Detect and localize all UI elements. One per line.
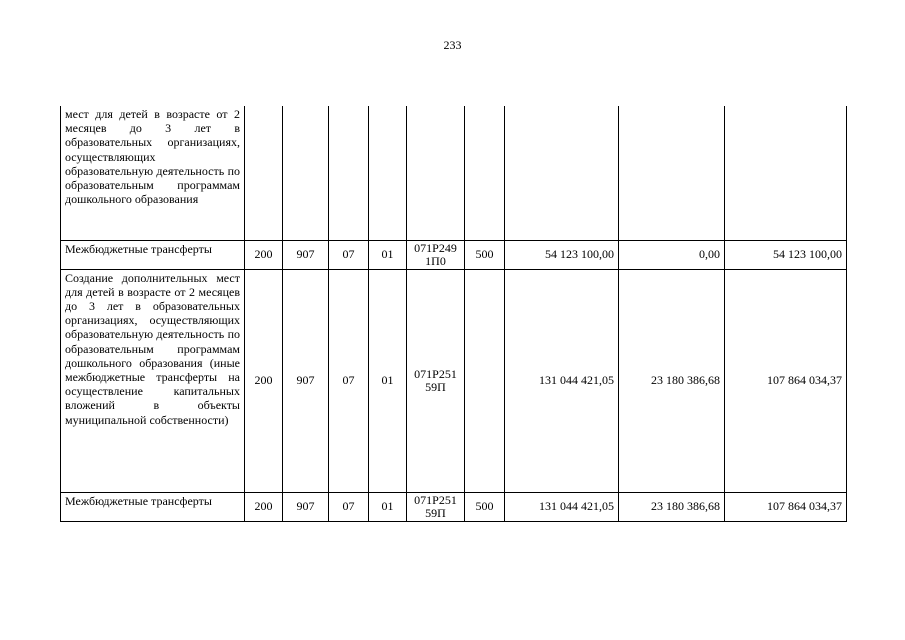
cell-section: 07 [329, 240, 369, 269]
cell-amount-federal: 23 180 386,68 [619, 269, 725, 492]
cell-amount-regional: 107 864 034,37 [725, 269, 847, 492]
cell-target-article: 071P251 59П [407, 269, 465, 492]
table-row [61, 269, 847, 492]
cell-code [283, 106, 329, 240]
budget-table [60, 106, 847, 522]
cell-amount-federal [619, 106, 725, 240]
table-row [61, 492, 847, 521]
cell-subsection: 01 [369, 269, 407, 492]
page-number: 233 [443, 38, 462, 52]
row-description: мест для детей в возрасте от 2 месяцев до 3 лет в образовательных организациях, осуществляющих образовательную деятельность по образовательным программам дошкольного образования [61, 106, 245, 240]
row-description: Межбюджетные трансферты [61, 240, 245, 269]
cell-section [329, 106, 369, 240]
cell-code: 907 [283, 492, 329, 521]
cell-section: 07 [329, 492, 369, 521]
cell-amount-total: 131 044 421,05 [505, 492, 619, 521]
table-row [61, 106, 847, 240]
row-description: Создание дополнительных мест для детей в возрасте от 2 месяцев до 3 лет в образовательных организациях, осуществляющих образовательную деятельность по образовательным программам дошкольного образования (иные межбюджетные трансферты на осуществление капитальных вложений в объекты муниципальной собственности) [61, 269, 245, 492]
cell-expense-type: 500 [465, 240, 505, 269]
cell-amount-total [505, 106, 619, 240]
cell-expense-type [465, 269, 505, 492]
cell-subsection: 01 [369, 492, 407, 521]
cell-expense-type: 500 [465, 492, 505, 521]
cell-kvsr: 200 [245, 492, 283, 521]
cell-code: 907 [283, 240, 329, 269]
cell-target-article: 071P249 1П0 [407, 240, 465, 269]
cell-kvsr: 200 [245, 269, 283, 492]
cell-amount-federal: 0,00 [619, 240, 725, 269]
table-row [61, 240, 847, 269]
cell-kvsr [245, 106, 283, 240]
cell-section: 07 [329, 269, 369, 492]
cell-amount-regional: 54 123 100,00 [725, 240, 847, 269]
cell-amount-regional [725, 106, 847, 240]
cell-kvsr: 200 [245, 240, 283, 269]
cell-amount-total: 54 123 100,00 [505, 240, 619, 269]
cell-subsection: 01 [369, 240, 407, 269]
cell-expense-type [465, 106, 505, 240]
cell-amount-total: 131 044 421,05 [505, 269, 619, 492]
cell-code: 907 [283, 269, 329, 492]
cell-amount-regional: 107 864 034,37 [725, 492, 847, 521]
row-description: Межбюджетные трансферты [61, 492, 245, 521]
cell-amount-federal: 23 180 386,68 [619, 492, 725, 521]
cell-target-article [407, 106, 465, 240]
cell-target-article: 071P251 59П [407, 492, 465, 521]
cell-subsection [369, 106, 407, 240]
